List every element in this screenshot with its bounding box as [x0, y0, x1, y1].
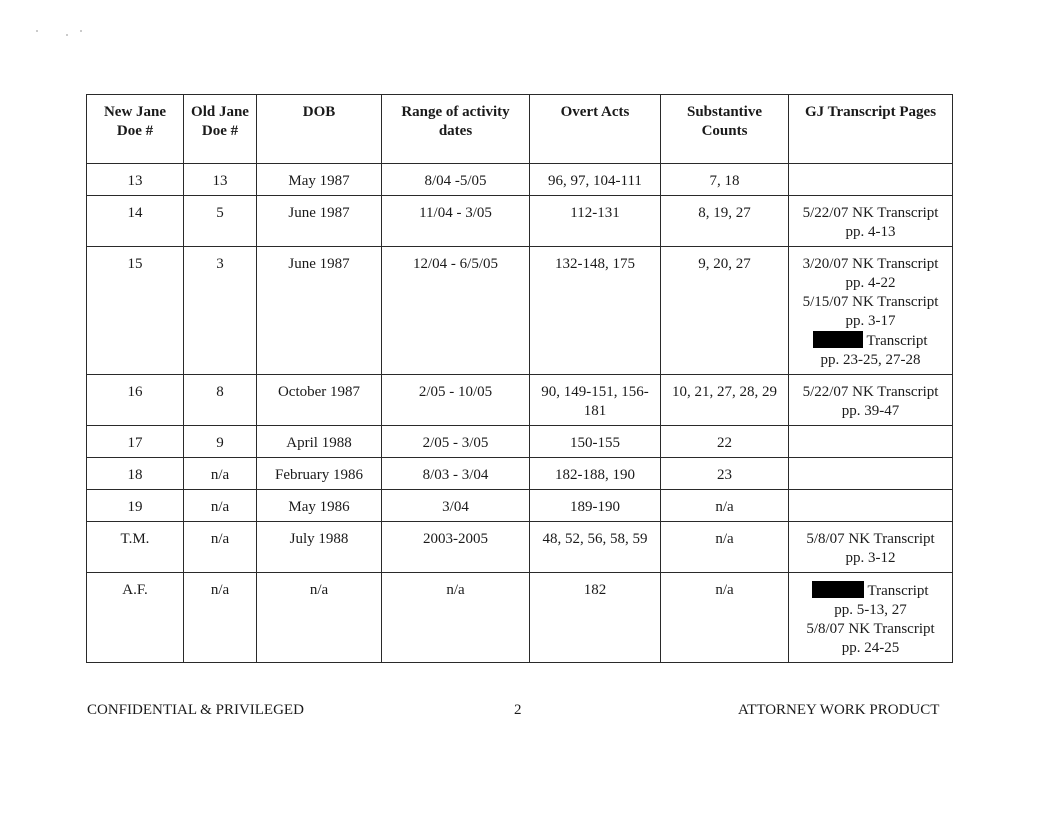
cell-old-jane-doe: 3 [184, 247, 257, 375]
cell-overt-acts: 90, 149-151, 156-181 [530, 375, 661, 426]
gj-line-text: Transcript [866, 333, 928, 349]
gj-line: pp. 39-47 [841, 403, 900, 419]
cell-dob: June 1987 [257, 247, 382, 375]
cell-new-jane-doe: 16 [87, 375, 184, 426]
gj-line-redacted [795, 581, 946, 601]
footer-confidential: CONFIDENTIAL & PRIVILEGED [87, 702, 304, 718]
cell-dob: April 1988 [257, 426, 382, 458]
cell-gj-pages [789, 573, 953, 663]
cell-counts: n/a [661, 573, 789, 663]
cell-gj-pages [789, 522, 953, 573]
table-row [87, 247, 953, 375]
cell-new-jane-doe: 15 [87, 247, 184, 375]
cell-range: n/a [382, 573, 530, 663]
header-substantive-counts: Substantive Counts [661, 95, 789, 164]
cell-overt-acts: 150-155 [530, 426, 661, 458]
table-header-row [87, 95, 953, 164]
cell-gj-pages [789, 490, 953, 522]
gj-line: 5/8/07 NK Transcript [806, 531, 935, 547]
cell-gj-pages [789, 375, 953, 426]
footer-page-number: 2 [514, 702, 522, 718]
gj-line: pp. 3-12 [845, 550, 896, 566]
victim-table [86, 94, 953, 663]
cell-old-jane-doe: 9 [184, 426, 257, 458]
gj-line: pp. 5-13, 27 [834, 602, 907, 618]
redaction-block [813, 331, 863, 348]
cell-new-jane-doe: T.M. [87, 522, 184, 573]
cell-new-jane-doe: 19 [87, 490, 184, 522]
gj-line: pp. 4-13 [845, 224, 896, 240]
redaction-block [812, 581, 864, 598]
cell-gj-pages [789, 247, 953, 375]
cell-new-jane-doe: 17 [87, 426, 184, 458]
cell-new-jane-doe: 14 [87, 196, 184, 247]
gj-line-redacted [795, 331, 946, 351]
cell-dob: October 1987 [257, 375, 382, 426]
cell-counts: 8, 19, 27 [661, 196, 789, 247]
cell-overt-acts: 96, 97, 104-111 [530, 164, 661, 196]
gj-line: 5/8/07 NK Transcript [806, 621, 935, 637]
table-row [87, 458, 953, 490]
cell-range: 2/05 - 3/05 [382, 426, 530, 458]
cell-gj-pages [789, 458, 953, 490]
header-dob: DOB [257, 95, 382, 164]
cell-gj-pages [789, 426, 953, 458]
scan-speck [36, 30, 38, 32]
cell-new-jane-doe: 13 [87, 164, 184, 196]
cell-dob: July 1988 [257, 522, 382, 573]
header-range-of-activity: Range of activity dates [382, 95, 530, 164]
cell-range: 2/05 - 10/05 [382, 375, 530, 426]
cell-overt-acts: 48, 52, 56, 58, 59 [530, 522, 661, 573]
cell-range: 3/04 [382, 490, 530, 522]
gj-line: pp. 3-17 [845, 313, 896, 329]
table-row [87, 522, 953, 573]
table-row [87, 490, 953, 522]
cell-overt-acts: 132-148, 175 [530, 247, 661, 375]
cell-old-jane-doe: n/a [184, 573, 257, 663]
cell-gj-pages [789, 164, 953, 196]
gj-line: 5/15/07 NK Transcript [802, 294, 939, 310]
gj-line: 5/22/07 NK Transcript [802, 384, 939, 400]
table-row [87, 573, 953, 663]
cell-dob: n/a [257, 573, 382, 663]
cell-new-jane-doe: 18 [87, 458, 184, 490]
cell-overt-acts: 182-188, 190 [530, 458, 661, 490]
cell-range: 12/04 - 6/5/05 [382, 247, 530, 375]
cell-counts: 9, 20, 27 [661, 247, 789, 375]
cell-dob: June 1987 [257, 196, 382, 247]
cell-counts: 23 [661, 458, 789, 490]
cell-old-jane-doe: n/a [184, 522, 257, 573]
gj-line: 5/22/07 NK Transcript [802, 205, 939, 221]
gj-line-text: Transcript [867, 583, 929, 599]
footer-work-product: ATTORNEY WORK PRODUCT [738, 702, 940, 718]
gj-line: pp. 4-22 [845, 275, 896, 291]
cell-old-jane-doe: 5 [184, 196, 257, 247]
cell-old-jane-doe: 8 [184, 375, 257, 426]
cell-old-jane-doe: n/a [184, 490, 257, 522]
cell-counts: n/a [661, 490, 789, 522]
cell-counts: n/a [661, 522, 789, 573]
cell-old-jane-doe: 13 [184, 164, 257, 196]
gj-line: pp. 24-25 [841, 640, 900, 656]
header-new-jane-doe: New Jane Doe # [87, 95, 184, 164]
gj-line: 3/20/07 NK Transcript [802, 256, 939, 272]
table-row [87, 426, 953, 458]
cell-dob: May 1986 [257, 490, 382, 522]
cell-range: 11/04 - 3/05 [382, 196, 530, 247]
cell-dob: May 1987 [257, 164, 382, 196]
cell-old-jane-doe: n/a [184, 458, 257, 490]
cell-counts: 7, 18 [661, 164, 789, 196]
cell-overt-acts: 182 [530, 573, 661, 663]
cell-new-jane-doe: A.F. [87, 573, 184, 663]
header-overt-acts: Overt Acts [530, 95, 661, 164]
table-row [87, 164, 953, 196]
scan-speck [66, 34, 68, 36]
scan-speck [80, 30, 82, 32]
cell-gj-pages [789, 196, 953, 247]
cell-overt-acts: 112-131 [530, 196, 661, 247]
cell-range: 2003-2005 [382, 522, 530, 573]
cell-dob: February 1986 [257, 458, 382, 490]
header-gj-transcript-pages: GJ Transcript Pages [789, 95, 953, 164]
cell-counts: 10, 21, 27, 28, 29 [661, 375, 789, 426]
header-old-jane-doe: Old Jane Doe # [184, 95, 257, 164]
cell-counts: 22 [661, 426, 789, 458]
gj-line: pp. 23-25, 27-28 [820, 352, 921, 368]
cell-overt-acts: 189-190 [530, 490, 661, 522]
cell-range: 8/04 -5/05 [382, 164, 530, 196]
table-row [87, 196, 953, 247]
cell-range: 8/03 - 3/04 [382, 458, 530, 490]
table-row [87, 375, 953, 426]
